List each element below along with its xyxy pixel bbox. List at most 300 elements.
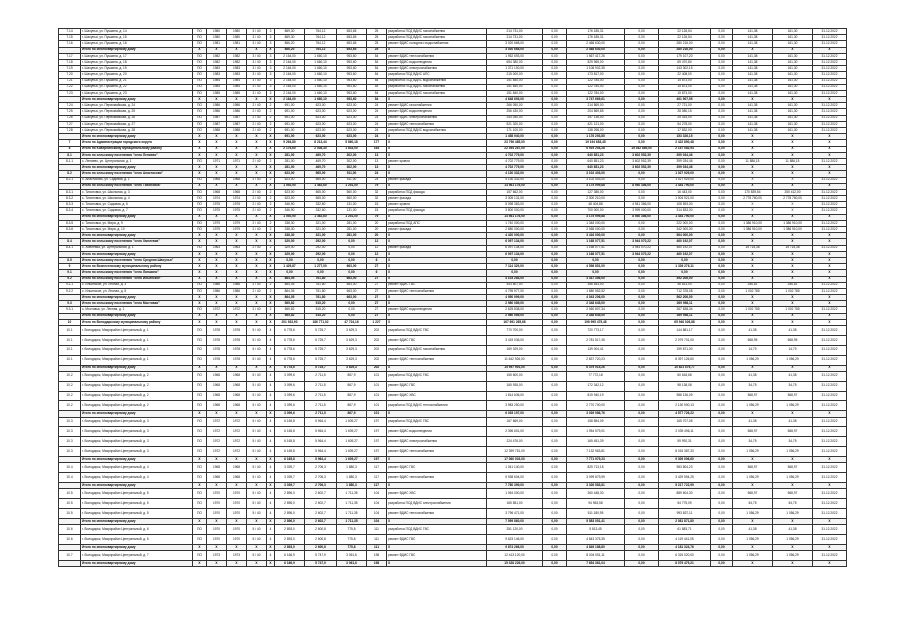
- table-cell: 7 599 860,00: [487, 518, 543, 524]
- table-cell: г. Володарск, Микрорайон Центральный, д. 3: [81, 437, 193, 447]
- table-cell: 0,00: [543, 381, 567, 391]
- table-cell: 2 / 40: [247, 307, 267, 313]
- table-cell: 2 / 40: [247, 288, 267, 294]
- table-cell: 0,00: [625, 371, 659, 381]
- table-cell: X: [247, 214, 267, 220]
- table-cell: 0,00: [711, 208, 733, 214]
- table-cell: 22 408,00: [659, 72, 711, 78]
- table-cell: X: [813, 544, 847, 550]
- table-cell: 515,20: [305, 313, 337, 319]
- table-cell: X: [813, 146, 847, 152]
- table-cell: X: [247, 171, 267, 177]
- table-cell: Итого по многоквартирному дому: [81, 518, 193, 524]
- table-cell: 0,00: [543, 128, 567, 134]
- table-cell: 2 164,00: [275, 84, 305, 90]
- table-cell: 568,97: [733, 463, 773, 473]
- table-cell: 2 / 40: [247, 208, 267, 214]
- table-cell: X: [227, 365, 247, 371]
- table-cell: 2: [267, 121, 275, 127]
- table-cell: ПО: [193, 525, 207, 535]
- table-cell: 165 707,08: [659, 417, 711, 427]
- table-cell: 31.12.2022: [813, 227, 847, 233]
- table-cell: ремонт ВДИС ХВС: [387, 489, 487, 499]
- table-row: [59, 326, 847, 336]
- table-cell: X: [227, 97, 247, 103]
- table-cell: 141,38: [733, 121, 773, 127]
- table-cell: X: [733, 171, 773, 177]
- table-cell: 0,00: [625, 227, 659, 233]
- table-cell: 761,80: [305, 282, 337, 288]
- table-cell: 329,00: [275, 245, 305, 251]
- table-cell: ремонт ВДИС теплоснабжения: [387, 473, 487, 483]
- table-cell: ПО: [193, 115, 207, 121]
- table-cell: г. Володарск, Микрорайон Центральный, д. 5: [81, 499, 193, 509]
- table-cell: 15 032 889,00: [625, 146, 659, 152]
- table-cell: 5 / 40: [247, 381, 267, 391]
- table-cell: ПО: [193, 391, 207, 401]
- table-cell: X: [813, 264, 847, 270]
- table-cell: Итого по Вознесенскому муниципальному району: [81, 264, 193, 270]
- table-cell: 0,00: [711, 417, 733, 427]
- table-cell: 623,00: [337, 121, 367, 127]
- table-cell: X: [227, 518, 247, 524]
- table-cell: 1 056,29: [773, 534, 813, 544]
- table-cell: 0,00: [625, 66, 659, 72]
- table-cell: разработка ПСД ВДИС теплоснабжения: [387, 401, 487, 411]
- table-cell: 141,38: [733, 90, 773, 96]
- table-cell: 0,00: [711, 257, 733, 263]
- table-cell: 2: [267, 282, 275, 288]
- table-cell: ПО: [193, 307, 207, 313]
- table-cell: ПО: [193, 437, 207, 447]
- table-cell: X: [207, 214, 227, 220]
- table-cell: 31.12.2022: [813, 202, 847, 208]
- table-cell: 31.12.2022: [813, 534, 847, 544]
- table-cell: 1 339 276,11: [659, 264, 711, 270]
- table-cell: 2 / 40: [247, 220, 267, 226]
- table-cell: 2: [267, 103, 275, 109]
- table-cell: 0,00: [711, 220, 733, 226]
- table-cell: 202: [367, 335, 387, 345]
- table-cell: 3 629,3: [337, 355, 367, 365]
- table-cell: 1968: [207, 177, 227, 183]
- table-cell: 15 328 226,00: [487, 560, 543, 566]
- table-cell: 1982: [207, 59, 227, 65]
- table-cell: 31.12.2022: [813, 391, 847, 401]
- table-cell: X: [773, 301, 813, 307]
- table-cell: 65 946 026,88: [659, 319, 711, 325]
- table-cell: 0,00: [711, 534, 733, 544]
- table-cell: X: [733, 257, 773, 263]
- table-cell: 169 329,00: [487, 345, 543, 355]
- table-cell: 10.5: [59, 499, 81, 509]
- table-cell: ремонт ВДИС ГВС: [387, 335, 487, 345]
- table-cell: X: [207, 411, 227, 417]
- table-cell: 5 / 40: [247, 437, 267, 447]
- table-cell: ПО: [193, 335, 207, 345]
- table-cell: X: [207, 301, 227, 307]
- table-cell: 104: [367, 509, 387, 519]
- table-cell: 338,30: [275, 220, 305, 226]
- table-cell: 332,60: [305, 208, 337, 214]
- table-cell: 663,00: [337, 295, 367, 301]
- table-cell: X: [247, 544, 267, 550]
- table-cell: 1 056,29: [733, 401, 773, 411]
- table-cell: 79: [367, 214, 387, 220]
- table-cell: 1 002 785: [733, 288, 773, 294]
- table-cell: 568,97: [773, 391, 813, 401]
- table-cell: 0,00: [711, 121, 733, 127]
- table-cell: ПО: [193, 220, 207, 226]
- table-cell: 256,81: [733, 282, 773, 288]
- table-cell: X: [247, 319, 267, 325]
- table-cell: ремонт кровли: [387, 202, 487, 208]
- table-cell: 104: [367, 518, 387, 524]
- table-cell: 32: [367, 189, 387, 195]
- table-cell: 0,00: [487, 257, 543, 263]
- table-cell: 2 060 807,34: [567, 307, 625, 313]
- table-cell: 0,00: [543, 427, 567, 437]
- table-cell: 8 213,44: [305, 140, 337, 146]
- table-cell: 1968: [227, 391, 247, 401]
- table-cell: 3 796 471,00: [487, 509, 543, 519]
- table-cell: 8 397 126,60: [659, 355, 711, 365]
- table-cell: X: [387, 183, 487, 189]
- table-cell: 7 654 361,04: [567, 560, 625, 566]
- table-cell: 332,60: [305, 202, 337, 208]
- table-cell: 1 880,3: [337, 473, 367, 483]
- table-cell: 0,00: [711, 128, 733, 134]
- table-cell: 5 / 40: [247, 551, 267, 561]
- table-cell: 0,00: [543, 335, 567, 345]
- table-cell: X: [227, 233, 247, 239]
- table-cell: 8.1.1: [59, 158, 81, 164]
- table-cell: X: [227, 457, 247, 463]
- table-cell: г. Володарск, Микрорайон Центральный, д. 7: [81, 551, 193, 561]
- table-cell: 31.12.2022: [813, 437, 847, 447]
- table-cell: 0,00: [711, 391, 733, 401]
- table-cell: 2 164,00: [275, 72, 305, 78]
- table-cell: 1972: [227, 307, 247, 313]
- table-cell: 0,00: [711, 365, 733, 371]
- table-cell: 1 880,3: [337, 463, 367, 473]
- table-cell: 281,00: [337, 227, 367, 233]
- table-cell: 321,00: [305, 233, 337, 239]
- table-cell: Итого по многоквартирному дому: [81, 313, 193, 319]
- table-cell: X: [733, 518, 773, 524]
- table-cell: Итого по многоквартирному дому: [81, 233, 193, 239]
- table-cell: 0,00: [625, 282, 659, 288]
- table-cell: 165 851,00: [487, 499, 543, 509]
- table-cell: 165 451,39: [567, 437, 625, 447]
- table-cell: 1981: [207, 41, 227, 47]
- table-cell: 623,00: [275, 196, 305, 202]
- table-cell: 1983: [207, 72, 227, 78]
- table-cell: 867,9: [337, 391, 367, 401]
- table-cell: 1 056,29: [773, 551, 813, 561]
- table-cell: 0,00: [625, 427, 659, 437]
- table-cell: X: [773, 257, 813, 263]
- table-cell: X: [267, 270, 275, 276]
- table-cell: 244 040,00: [487, 115, 543, 121]
- table-cell: X: [733, 319, 773, 325]
- table-cell: 0,00: [543, 401, 567, 411]
- table-cell: 562 206,00: [659, 295, 711, 301]
- table-cell: 197: [367, 417, 387, 427]
- table-cell: 1983: [227, 66, 247, 72]
- table-cell: 1 660,10: [305, 84, 337, 90]
- table-cell: 14,79: [773, 345, 813, 355]
- table-cell: 54 775,09: [659, 499, 711, 509]
- table-cell: 54: [367, 72, 387, 78]
- table-cell: 6 166,9: [275, 560, 305, 566]
- table-cell: 10.3: [59, 447, 81, 457]
- table-cell: X: [247, 97, 267, 103]
- table-cell: X: [247, 301, 267, 307]
- table-cell: г. Володарск, Микрорайон Центральный, д. 2: [81, 371, 193, 381]
- table-cell: 1 056,29: [773, 355, 813, 365]
- table-cell: 1 168 077,51: [567, 239, 625, 245]
- table-cell: 0,00: [543, 66, 567, 72]
- table-cell: 0,00: [543, 313, 567, 319]
- table-cell: 161,30: [773, 59, 813, 65]
- table-cell: 0,00: [625, 525, 659, 535]
- table-cell: X: [773, 233, 813, 239]
- table-cell: 141,38: [733, 84, 773, 90]
- table-cell: 653,65: [337, 29, 367, 35]
- table-cell: 31.12.2022: [813, 103, 847, 109]
- table-cell: 2: [267, 288, 275, 294]
- table-cell: 186 771,02: [305, 319, 337, 325]
- table-cell: 0,00: [625, 196, 659, 202]
- table-cell: X: [813, 214, 847, 220]
- table-cell: X: [247, 140, 267, 146]
- table-cell: 1 056,29: [733, 551, 773, 561]
- table-cell: 7.16: [59, 41, 81, 47]
- table-cell: 2 130 900,13: [659, 401, 711, 411]
- table-cell: 4: [267, 437, 275, 447]
- table-cell: 3 629,3: [337, 365, 367, 371]
- table-cell: 1 660,10: [305, 97, 337, 103]
- table-cell: 2 164,00: [275, 78, 305, 84]
- table-cell: 515,20: [305, 301, 337, 307]
- table-cell: Итого по сельскому поселению "село Анастасово": [81, 171, 193, 177]
- table-cell: 5 098 383,00: [487, 202, 543, 208]
- table-cell: 0,00: [625, 59, 659, 65]
- table-cell: разработка ПСД ВДИС АПС: [387, 72, 487, 78]
- table-cell: 11 886,15: [773, 158, 813, 164]
- table-cell: 34,75: [773, 381, 813, 391]
- table-cell: 338,30: [275, 227, 305, 233]
- table-cell: X: [773, 214, 813, 220]
- table-cell: 4: [267, 463, 275, 473]
- table-cell: 3 416 000,00: [567, 233, 625, 239]
- table-cell: 4: [267, 525, 275, 535]
- table-cell: 31.12.2022: [813, 177, 847, 183]
- table-cell: 1975: [207, 208, 227, 214]
- table-cell: 0,00: [567, 270, 625, 276]
- table-cell: X: [773, 152, 813, 158]
- table-cell: г. Шахунья, ул. Пушкина, д. 15: [81, 35, 193, 41]
- table-cell: ПО: [193, 121, 207, 127]
- table-cell: ремонт фасада: [387, 196, 487, 202]
- table-cell: 0,00: [711, 319, 733, 325]
- table-cell: 10.1: [59, 326, 81, 336]
- table-cell: 469,70: [305, 165, 337, 171]
- table-cell: 1970: [227, 499, 247, 509]
- table-cell: с. Ильинское, ул. Лесная, д. 5: [81, 288, 193, 294]
- table-cell: X: [247, 457, 267, 463]
- table-cell: X: [813, 171, 847, 177]
- table-cell: 2: [267, 128, 275, 134]
- table-cell: 867,9: [337, 401, 367, 411]
- table-cell: 342 000,00: [659, 227, 711, 233]
- table-cell: 0,00: [543, 84, 567, 90]
- table-cell: 3 800 000,00: [487, 208, 543, 214]
- table-cell: 1 386 910,00: [773, 227, 813, 233]
- table-cell: 2: [267, 307, 275, 313]
- table-cell: 0,00: [625, 140, 659, 146]
- table-cell: 161,30: [773, 29, 813, 35]
- table-cell: 461 907,95: [659, 97, 711, 103]
- table-cell: 0,00: [625, 47, 659, 53]
- table-cell: 41,38: [733, 417, 773, 427]
- table-cell: X: [387, 518, 487, 524]
- table-cell: X: [267, 313, 275, 319]
- table-cell: 54: [367, 66, 387, 72]
- table-cell: 867,9: [337, 411, 367, 417]
- table-cell: 0,00: [543, 103, 567, 109]
- table-cell: 1 462,60: [305, 183, 337, 189]
- table-cell: 0,00: [711, 499, 733, 509]
- table-cell: 0,00: [543, 483, 567, 489]
- table-cell: 993 837,11: [659, 509, 711, 519]
- table-cell: 0,00: [625, 295, 659, 301]
- table-cell: 2 600,8: [305, 525, 337, 535]
- table-cell: 5 860,18: [337, 140, 367, 146]
- table-cell: 0,00: [625, 301, 659, 307]
- table-cell: 0,00: [625, 276, 659, 282]
- table-cell: 2 / 40: [247, 245, 267, 251]
- table-cell: 15 873,00: [659, 90, 711, 96]
- table-cell: 151 840,00: [487, 84, 543, 90]
- table-cell: 24: [367, 121, 387, 127]
- table-cell: X: [247, 411, 267, 417]
- table-cell: X: [207, 544, 227, 550]
- table-cell: 712 378,08: [659, 288, 711, 294]
- table-cell: X: [813, 183, 847, 189]
- table-cell: 1968: [207, 381, 227, 391]
- table-cell: 31.12.2022: [813, 189, 847, 195]
- table-cell: 2 896,0: [275, 518, 305, 524]
- table-cell: X: [227, 483, 247, 489]
- table-cell: 2 348 645,00: [567, 313, 625, 319]
- table-cell: ПО: [193, 78, 207, 84]
- table-cell: 0,00: [625, 72, 659, 78]
- table-cell: ПО: [193, 245, 207, 251]
- table-cell: X: [387, 165, 487, 171]
- table-cell: 31.12.2022: [813, 72, 847, 78]
- table-cell: ремонт ВДИС газоснабжения: [387, 103, 487, 109]
- table-cell: 164: [367, 146, 387, 152]
- table-cell: X: [227, 560, 247, 566]
- table-cell: 201 933,90: [275, 319, 305, 325]
- table-cell: 2: [267, 177, 275, 183]
- table-cell: 0,00: [711, 78, 733, 84]
- table-cell: 0,00: [543, 276, 567, 282]
- table-cell: 5 813,45: [567, 525, 625, 535]
- table-cell: 1986: [207, 288, 227, 294]
- table-row: [59, 345, 847, 355]
- table-cell: 214 869,00: [567, 103, 625, 109]
- table-cell: 31.12.2022: [813, 355, 847, 365]
- table-cell: 346,90: [275, 202, 305, 208]
- table-cell: X: [227, 146, 247, 152]
- table-cell: с. Хмелевка, ул. Центральная, д. 1: [81, 245, 193, 251]
- table-cell: 6 778,6: [275, 326, 305, 336]
- table-cell: 623,00: [337, 109, 367, 115]
- table-cell: 0,00: [625, 326, 659, 336]
- table-cell: 8 079 479,21: [659, 560, 711, 566]
- table-cell: 1 056,29: [733, 473, 773, 483]
- table-cell: 623,00: [275, 171, 305, 177]
- table-cell: 11 642 926,00: [487, 355, 543, 365]
- table-cell: 3: [267, 78, 275, 84]
- table-cell: 0,00: [543, 53, 567, 59]
- table-row: [59, 499, 847, 509]
- table-cell: X: [267, 233, 275, 239]
- table-cell: 3: [267, 41, 275, 47]
- table-cell: 5 964,4: [305, 447, 337, 457]
- table-cell: 511,00: [337, 177, 367, 183]
- table-cell: ремонт ВДИС ГВС: [387, 381, 487, 391]
- table-cell: 623,00: [337, 103, 367, 109]
- table-cell: X: [733, 411, 773, 417]
- table-cell: 7.23: [59, 90, 81, 96]
- table-cell: 8 015 387,33: [659, 447, 711, 457]
- table-cell: 761,80: [305, 288, 337, 294]
- table-cell: X: [193, 365, 207, 371]
- table-cell: г. Володарск, Микрорайон Центральный, д. 3: [81, 447, 193, 457]
- table-cell: X: [247, 295, 267, 301]
- table-cell: 0,00: [543, 165, 567, 171]
- table-cell: 0,00: [543, 208, 567, 214]
- table-cell: 141,38: [733, 29, 773, 35]
- table-cell: Итого по многоквартирному дому: [81, 560, 193, 566]
- table-cell: 1 056,29: [773, 509, 813, 519]
- table-cell: X: [813, 313, 847, 319]
- spreadsheet-table: [58, 28, 846, 608]
- table-cell: 144 881,17: [659, 326, 711, 336]
- table-cell: 2 893,0: [275, 525, 305, 535]
- table-cell: 0,00: [711, 483, 733, 489]
- table-cell: 12 399 751,00: [487, 447, 543, 457]
- table-cell: 0,00: [543, 560, 567, 566]
- table-cell: разработка ПСД ВДИС ГВС: [387, 326, 487, 336]
- table-cell: 565,00: [305, 189, 337, 195]
- table-cell: 1987: [207, 115, 227, 121]
- table-cell: 0,00: [711, 165, 733, 171]
- table-cell: X: [773, 276, 813, 282]
- table-cell: г. Володарск, Микрорайон Центральный, д. 1: [81, 335, 193, 345]
- table-cell: 0,00: [337, 313, 367, 319]
- table-cell: X: [387, 97, 487, 103]
- table-cell: 1985: [227, 90, 247, 96]
- table-cell: 623,00: [305, 103, 337, 109]
- table-cell: 867,9: [337, 371, 367, 381]
- table-cell: 953,60: [337, 84, 367, 90]
- table-cell: 0,00: [543, 518, 567, 524]
